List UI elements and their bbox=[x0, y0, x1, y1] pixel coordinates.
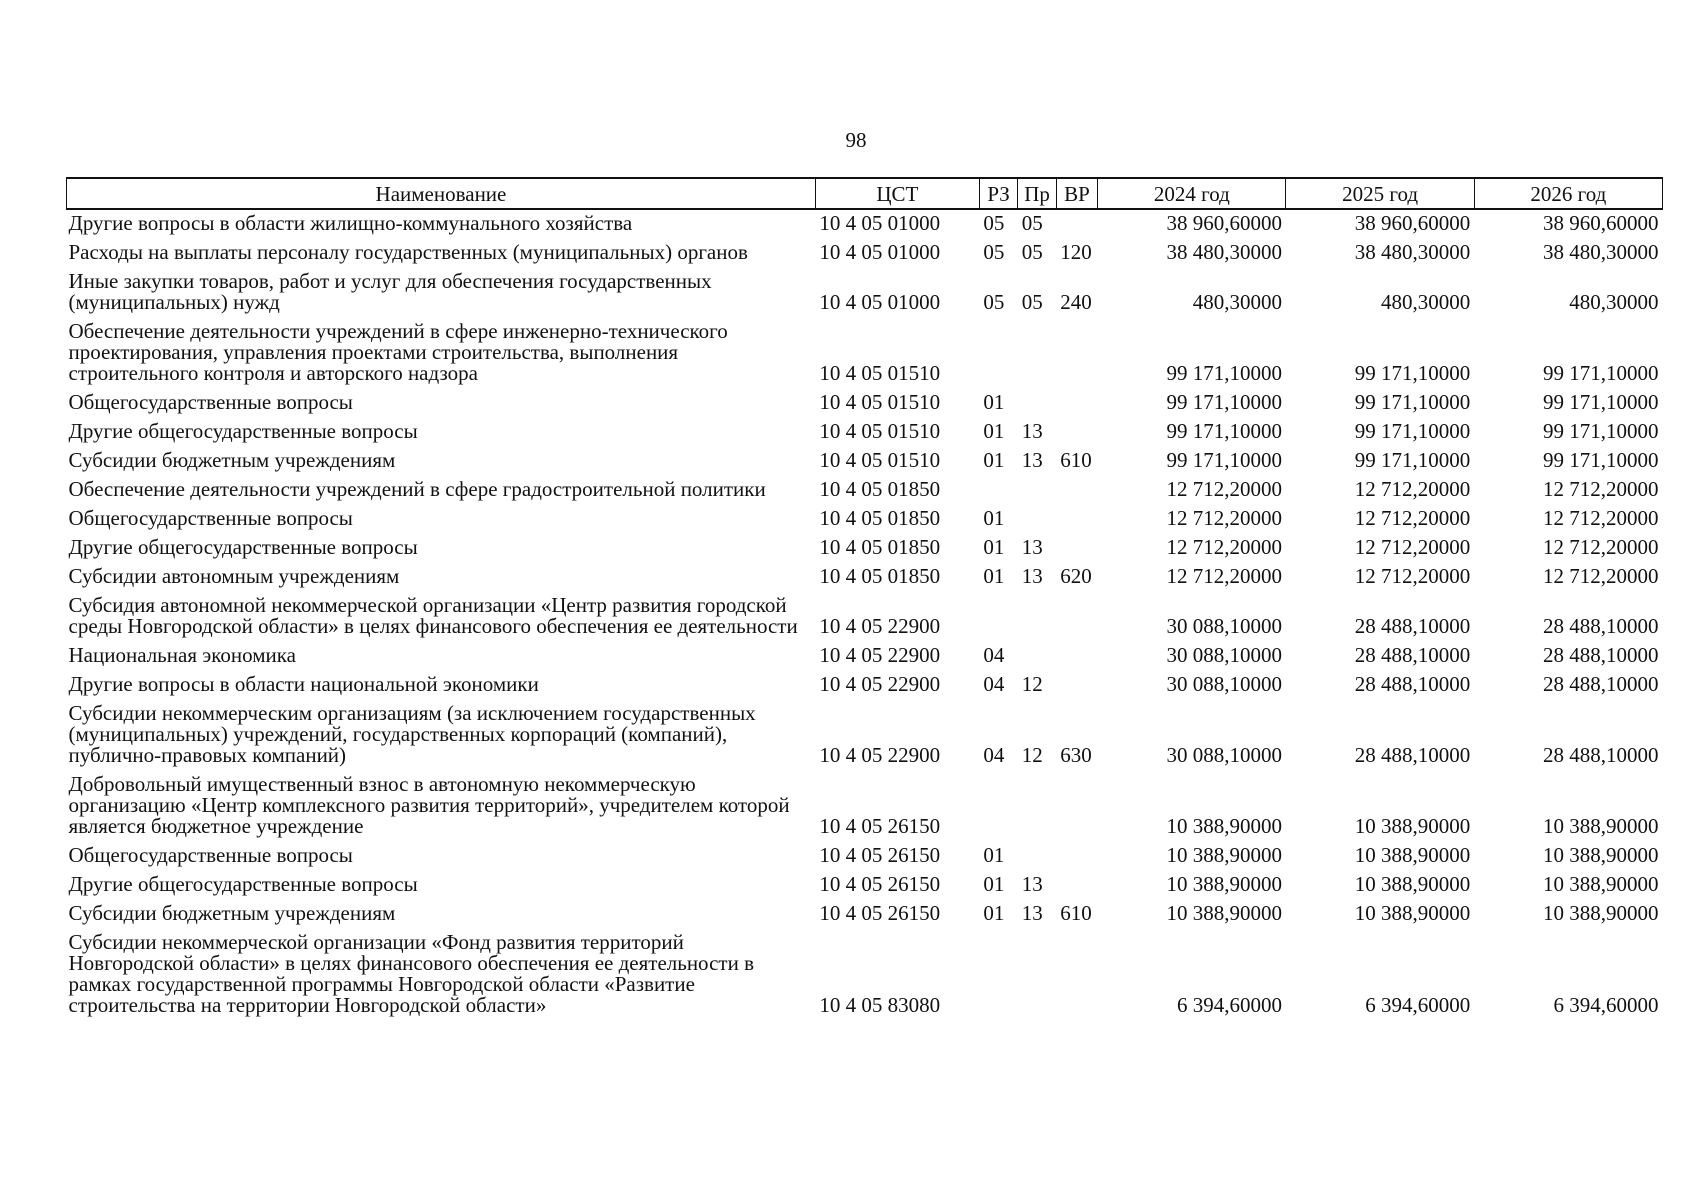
row-name: Другие общегосударственные вопросы bbox=[68, 419, 418, 443]
row-cst: 10 4 05 01510 bbox=[819, 361, 941, 385]
row-pr bbox=[1018, 505, 1056, 534]
row-amount-2024: 12 712,20000 bbox=[1166, 564, 1282, 588]
row-cst: 10 4 05 26150 bbox=[819, 814, 941, 838]
row-pr: 13 bbox=[1021, 564, 1043, 588]
row-amount-2025: 12 712,20000 bbox=[1354, 477, 1471, 501]
header-rz: РЗ bbox=[979, 178, 1017, 209]
row-amount-2026: 12 712,20000 bbox=[1543, 477, 1659, 501]
header-2026: 2026 год bbox=[1474, 178, 1662, 209]
row-vr: 240 bbox=[1060, 290, 1092, 314]
row-cst: 10 4 05 26150 bbox=[819, 843, 941, 867]
row-amount-2025: 38 960,60000 bbox=[1354, 211, 1471, 235]
row-name: Добровольный имущественный взнос в автономную некоммерческую организацию «Центр комплексного развития территорий», учредителем которой является бюджетное учреждение bbox=[68, 772, 790, 838]
row-amount-2026: 480,30000 bbox=[1569, 290, 1659, 314]
row-pr: 05 bbox=[1021, 290, 1043, 314]
row-amount-2026: 10 388,90000 bbox=[1543, 843, 1659, 867]
row-vr bbox=[1056, 671, 1097, 700]
row-amount-2024: 99 171,10000 bbox=[1166, 419, 1282, 443]
row-pr bbox=[1018, 842, 1056, 871]
table-row bbox=[67, 505, 1663, 534]
table-row bbox=[67, 318, 1663, 389]
row-pr bbox=[1018, 318, 1056, 389]
row-amount-2025: 10 388,90000 bbox=[1354, 814, 1471, 838]
row-vr bbox=[1056, 318, 1097, 389]
row-amount-2024: 12 712,20000 bbox=[1166, 477, 1282, 501]
row-amount-2025: 12 712,20000 bbox=[1354, 535, 1471, 559]
table-row bbox=[67, 476, 1663, 505]
row-amount-2025: 6 394,60000 bbox=[1365, 993, 1471, 1017]
row-pr bbox=[1018, 389, 1056, 418]
row-name: Субсидии бюджетным учреждениям bbox=[68, 448, 396, 472]
row-name: Субсидии бюджетным учреждениям bbox=[68, 901, 396, 925]
row-cst: 10 4 05 83080 bbox=[819, 993, 941, 1017]
row-rz bbox=[979, 771, 1017, 842]
row-pr: 05 bbox=[1021, 211, 1043, 235]
row-rz: 04 bbox=[983, 672, 1005, 696]
table-header-row bbox=[67, 178, 1663, 209]
row-rz bbox=[979, 318, 1017, 389]
row-pr: 13 bbox=[1021, 448, 1043, 472]
row-amount-2025: 99 171,10000 bbox=[1354, 361, 1471, 385]
row-amount-2025: 12 712,20000 bbox=[1354, 564, 1471, 588]
row-amount-2024: 30 088,10000 bbox=[1166, 672, 1282, 696]
table-row bbox=[67, 842, 1663, 871]
row-amount-2024: 12 712,20000 bbox=[1166, 506, 1282, 530]
row-amount-2026: 99 171,10000 bbox=[1543, 390, 1659, 414]
row-amount-2025: 99 171,10000 bbox=[1354, 448, 1471, 472]
row-vr bbox=[1056, 418, 1097, 447]
row-vr bbox=[1056, 842, 1097, 871]
row-name: Общегосударственные вопросы bbox=[68, 390, 353, 414]
row-name: Субсидия автономной некоммерческой организации «Центр развития городской среды Новгородской области» в целях финансового обеспечения ее деятельности bbox=[68, 593, 798, 638]
row-vr bbox=[1056, 771, 1097, 842]
row-cst: 10 4 05 01000 bbox=[819, 211, 941, 235]
row-vr: 630 bbox=[1060, 743, 1092, 767]
row-rz: 04 bbox=[983, 743, 1005, 767]
table-row bbox=[67, 447, 1663, 476]
row-rz: 01 bbox=[983, 564, 1005, 588]
table-row bbox=[67, 209, 1663, 239]
row-name: Другие вопросы в области национальной экономики bbox=[68, 672, 539, 696]
row-vr: 120 bbox=[1060, 240, 1092, 264]
row-cst: 10 4 05 01850 bbox=[819, 506, 941, 530]
row-rz: 04 bbox=[983, 643, 1005, 667]
row-cst: 10 4 05 01510 bbox=[819, 448, 941, 472]
row-rz: 01 bbox=[983, 448, 1005, 472]
row-pr: 05 bbox=[1021, 240, 1043, 264]
row-pr bbox=[1018, 642, 1056, 671]
header-pr: Пр bbox=[1018, 178, 1056, 209]
row-cst: 10 4 05 01000 bbox=[819, 240, 941, 264]
table-row bbox=[67, 929, 1663, 1021]
row-rz bbox=[979, 929, 1017, 1021]
row-vr: 620 bbox=[1060, 564, 1092, 588]
row-amount-2026: 12 712,20000 bbox=[1543, 506, 1659, 530]
row-amount-2026: 12 712,20000 bbox=[1543, 564, 1659, 588]
row-rz: 01 bbox=[983, 872, 1005, 896]
table-row bbox=[67, 418, 1663, 447]
row-amount-2026: 6 394,60000 bbox=[1553, 993, 1659, 1017]
row-amount-2025: 28 488,10000 bbox=[1354, 743, 1471, 767]
row-rz: 01 bbox=[983, 390, 1005, 414]
row-rz: 01 bbox=[983, 843, 1005, 867]
row-amount-2025: 99 171,10000 bbox=[1354, 390, 1471, 414]
row-amount-2026: 10 388,90000 bbox=[1543, 814, 1659, 838]
row-amount-2024: 99 171,10000 bbox=[1166, 361, 1282, 385]
table-body bbox=[67, 209, 1663, 1021]
table-row bbox=[67, 900, 1663, 929]
row-vr bbox=[1056, 929, 1097, 1021]
row-amount-2026: 28 488,10000 bbox=[1543, 643, 1659, 667]
row-cst: 10 4 05 22900 bbox=[819, 743, 941, 767]
row-name: Общегосударственные вопросы bbox=[68, 843, 353, 867]
row-cst: 10 4 05 22900 bbox=[819, 614, 941, 638]
row-amount-2025: 480,30000 bbox=[1380, 290, 1471, 314]
row-rz: 01 bbox=[983, 535, 1005, 559]
row-amount-2025: 99 171,10000 bbox=[1354, 419, 1471, 443]
row-cst: 10 4 05 01000 bbox=[819, 290, 941, 314]
row-amount-2024: 30 088,10000 bbox=[1166, 614, 1282, 638]
table-row bbox=[67, 671, 1663, 700]
row-name: Иные закупки товаров, работ и услуг для обеспечения государственных (муниципальных) нужд bbox=[68, 269, 712, 314]
row-cst: 10 4 05 01850 bbox=[819, 477, 941, 501]
row-vr bbox=[1056, 505, 1097, 534]
row-amount-2026: 99 171,10000 bbox=[1543, 361, 1659, 385]
row-pr bbox=[1018, 592, 1056, 642]
row-amount-2026: 10 388,90000 bbox=[1543, 872, 1659, 896]
row-cst: 10 4 05 01510 bbox=[819, 390, 941, 414]
row-vr bbox=[1056, 389, 1097, 418]
row-name: Обеспечение деятельности учреждений в сфере инженерно-технического проектирования, управления проектами строительства, выполнения строительного контроля и авторского надзора bbox=[68, 319, 728, 385]
row-rz: 01 bbox=[983, 419, 1005, 443]
row-amount-2024: 30 088,10000 bbox=[1166, 643, 1282, 667]
row-name: Общегосударственные вопросы bbox=[68, 506, 353, 530]
row-amount-2024: 99 171,10000 bbox=[1166, 390, 1282, 414]
row-pr bbox=[1018, 929, 1056, 1021]
row-name: Субсидии автономным учреждениям bbox=[68, 564, 400, 588]
row-pr: 13 bbox=[1021, 901, 1043, 925]
row-amount-2026: 28 488,10000 bbox=[1543, 672, 1659, 696]
row-rz: 01 bbox=[983, 506, 1005, 530]
row-cst: 10 4 05 22900 bbox=[819, 672, 941, 696]
row-name: Другие вопросы в области жилищно-коммунального хозяйства bbox=[68, 211, 633, 235]
page-number: 98 bbox=[845, 128, 867, 152]
row-amount-2026: 12 712,20000 bbox=[1543, 535, 1659, 559]
row-amount-2024: 480,30000 bbox=[1192, 290, 1282, 314]
row-pr: 12 bbox=[1021, 743, 1043, 767]
row-amount-2026: 28 488,10000 bbox=[1543, 743, 1659, 767]
row-amount-2024: 10 388,90000 bbox=[1166, 901, 1282, 925]
row-amount-2024: 10 388,90000 bbox=[1166, 872, 1282, 896]
row-name: Национальная экономика bbox=[68, 643, 296, 667]
header-vr: ВР bbox=[1056, 178, 1097, 209]
row-pr: 13 bbox=[1021, 419, 1043, 443]
header-name: Наименование bbox=[67, 178, 816, 209]
budget-table bbox=[66, 177, 1663, 1021]
row-cst: 10 4 05 01850 bbox=[819, 564, 941, 588]
row-name: Субсидии некоммерческим организациям (за исключением государственных (муниципальных) учреждений, государственных корпораций (компаний), публично-правовых компаний) bbox=[68, 701, 756, 767]
row-amount-2026: 99 171,10000 bbox=[1543, 448, 1659, 472]
row-amount-2025: 28 488,10000 bbox=[1354, 643, 1471, 667]
row-amount-2024: 30 088,10000 bbox=[1166, 743, 1282, 767]
row-amount-2024: 99 171,10000 bbox=[1166, 448, 1282, 472]
table-row bbox=[67, 239, 1663, 268]
row-vr: 610 bbox=[1060, 448, 1092, 472]
row-rz bbox=[979, 592, 1017, 642]
row-amount-2025: 28 488,10000 bbox=[1354, 614, 1471, 638]
table-row bbox=[67, 871, 1663, 900]
table-row bbox=[67, 389, 1663, 418]
header-2025: 2025 год bbox=[1286, 178, 1474, 209]
row-cst: 10 4 05 26150 bbox=[819, 901, 941, 925]
row-cst: 10 4 05 22900 bbox=[819, 643, 941, 667]
row-amount-2025: 10 388,90000 bbox=[1354, 843, 1471, 867]
table-row bbox=[67, 563, 1663, 592]
header-2024: 2024 год bbox=[1098, 178, 1286, 209]
row-name: Субсидии некоммерческой организации «Фонд развития территорий Новгородской области» в целях финансового обеспечения ее деятельности в рамках государственной программы Новгородской области «Развитие строительства на территории Новгородской области» bbox=[68, 930, 754, 1017]
row-rz: 05 bbox=[983, 211, 1005, 235]
row-amount-2025: 12 712,20000 bbox=[1354, 506, 1471, 530]
row-vr bbox=[1056, 534, 1097, 563]
row-vr bbox=[1056, 871, 1097, 900]
row-pr: 13 bbox=[1021, 872, 1043, 896]
row-pr bbox=[1018, 476, 1056, 505]
row-amount-2025: 28 488,10000 bbox=[1354, 672, 1471, 696]
table-row bbox=[67, 771, 1663, 842]
table-row bbox=[67, 592, 1663, 642]
row-cst: 10 4 05 26150 bbox=[819, 872, 941, 896]
row-amount-2026: 10 388,90000 bbox=[1543, 901, 1659, 925]
row-name: Другие общегосударственные вопросы bbox=[68, 535, 418, 559]
row-name: Расходы на выплаты персоналу государственных (муниципальных) органов bbox=[68, 240, 748, 264]
row-vr: 610 bbox=[1060, 901, 1092, 925]
row-amount-2025: 10 388,90000 bbox=[1354, 872, 1471, 896]
row-amount-2024: 6 394,60000 bbox=[1176, 993, 1282, 1017]
header-cst: ЦСТ bbox=[815, 178, 979, 209]
table-row bbox=[67, 642, 1663, 671]
row-amount-2024: 38 480,30000 bbox=[1166, 240, 1282, 264]
row-vr bbox=[1056, 476, 1097, 505]
row-amount-2024: 10 388,90000 bbox=[1166, 814, 1282, 838]
row-cst: 10 4 05 01510 bbox=[819, 419, 941, 443]
row-amount-2024: 10 388,90000 bbox=[1166, 843, 1282, 867]
row-pr: 12 bbox=[1021, 672, 1043, 696]
row-amount-2026: 38 480,30000 bbox=[1543, 240, 1659, 264]
row-name: Другие общегосударственные вопросы bbox=[68, 872, 418, 896]
row-amount-2026: 38 960,60000 bbox=[1543, 211, 1659, 235]
table-row bbox=[67, 268, 1663, 318]
row-vr bbox=[1056, 642, 1097, 671]
row-amount-2025: 38 480,30000 bbox=[1354, 240, 1471, 264]
table-row bbox=[67, 700, 1663, 771]
row-rz: 05 bbox=[983, 290, 1005, 314]
table-row bbox=[67, 534, 1663, 563]
row-pr bbox=[1018, 771, 1056, 842]
row-pr: 13 bbox=[1021, 535, 1043, 559]
row-name: Обеспечение деятельности учреждений в сфере градостроительной политики bbox=[68, 477, 766, 501]
row-rz bbox=[979, 476, 1017, 505]
row-rz: 05 bbox=[983, 240, 1005, 264]
row-amount-2025: 10 388,90000 bbox=[1354, 901, 1471, 925]
row-amount-2024: 38 960,60000 bbox=[1166, 211, 1282, 235]
row-amount-2024: 12 712,20000 bbox=[1166, 535, 1282, 559]
row-rz: 01 bbox=[983, 901, 1005, 925]
row-cst: 10 4 05 01850 bbox=[819, 535, 941, 559]
row-vr bbox=[1056, 592, 1097, 642]
row-vr bbox=[1056, 209, 1097, 239]
row-amount-2026: 99 171,10000 bbox=[1543, 419, 1659, 443]
row-amount-2026: 28 488,10000 bbox=[1543, 614, 1659, 638]
